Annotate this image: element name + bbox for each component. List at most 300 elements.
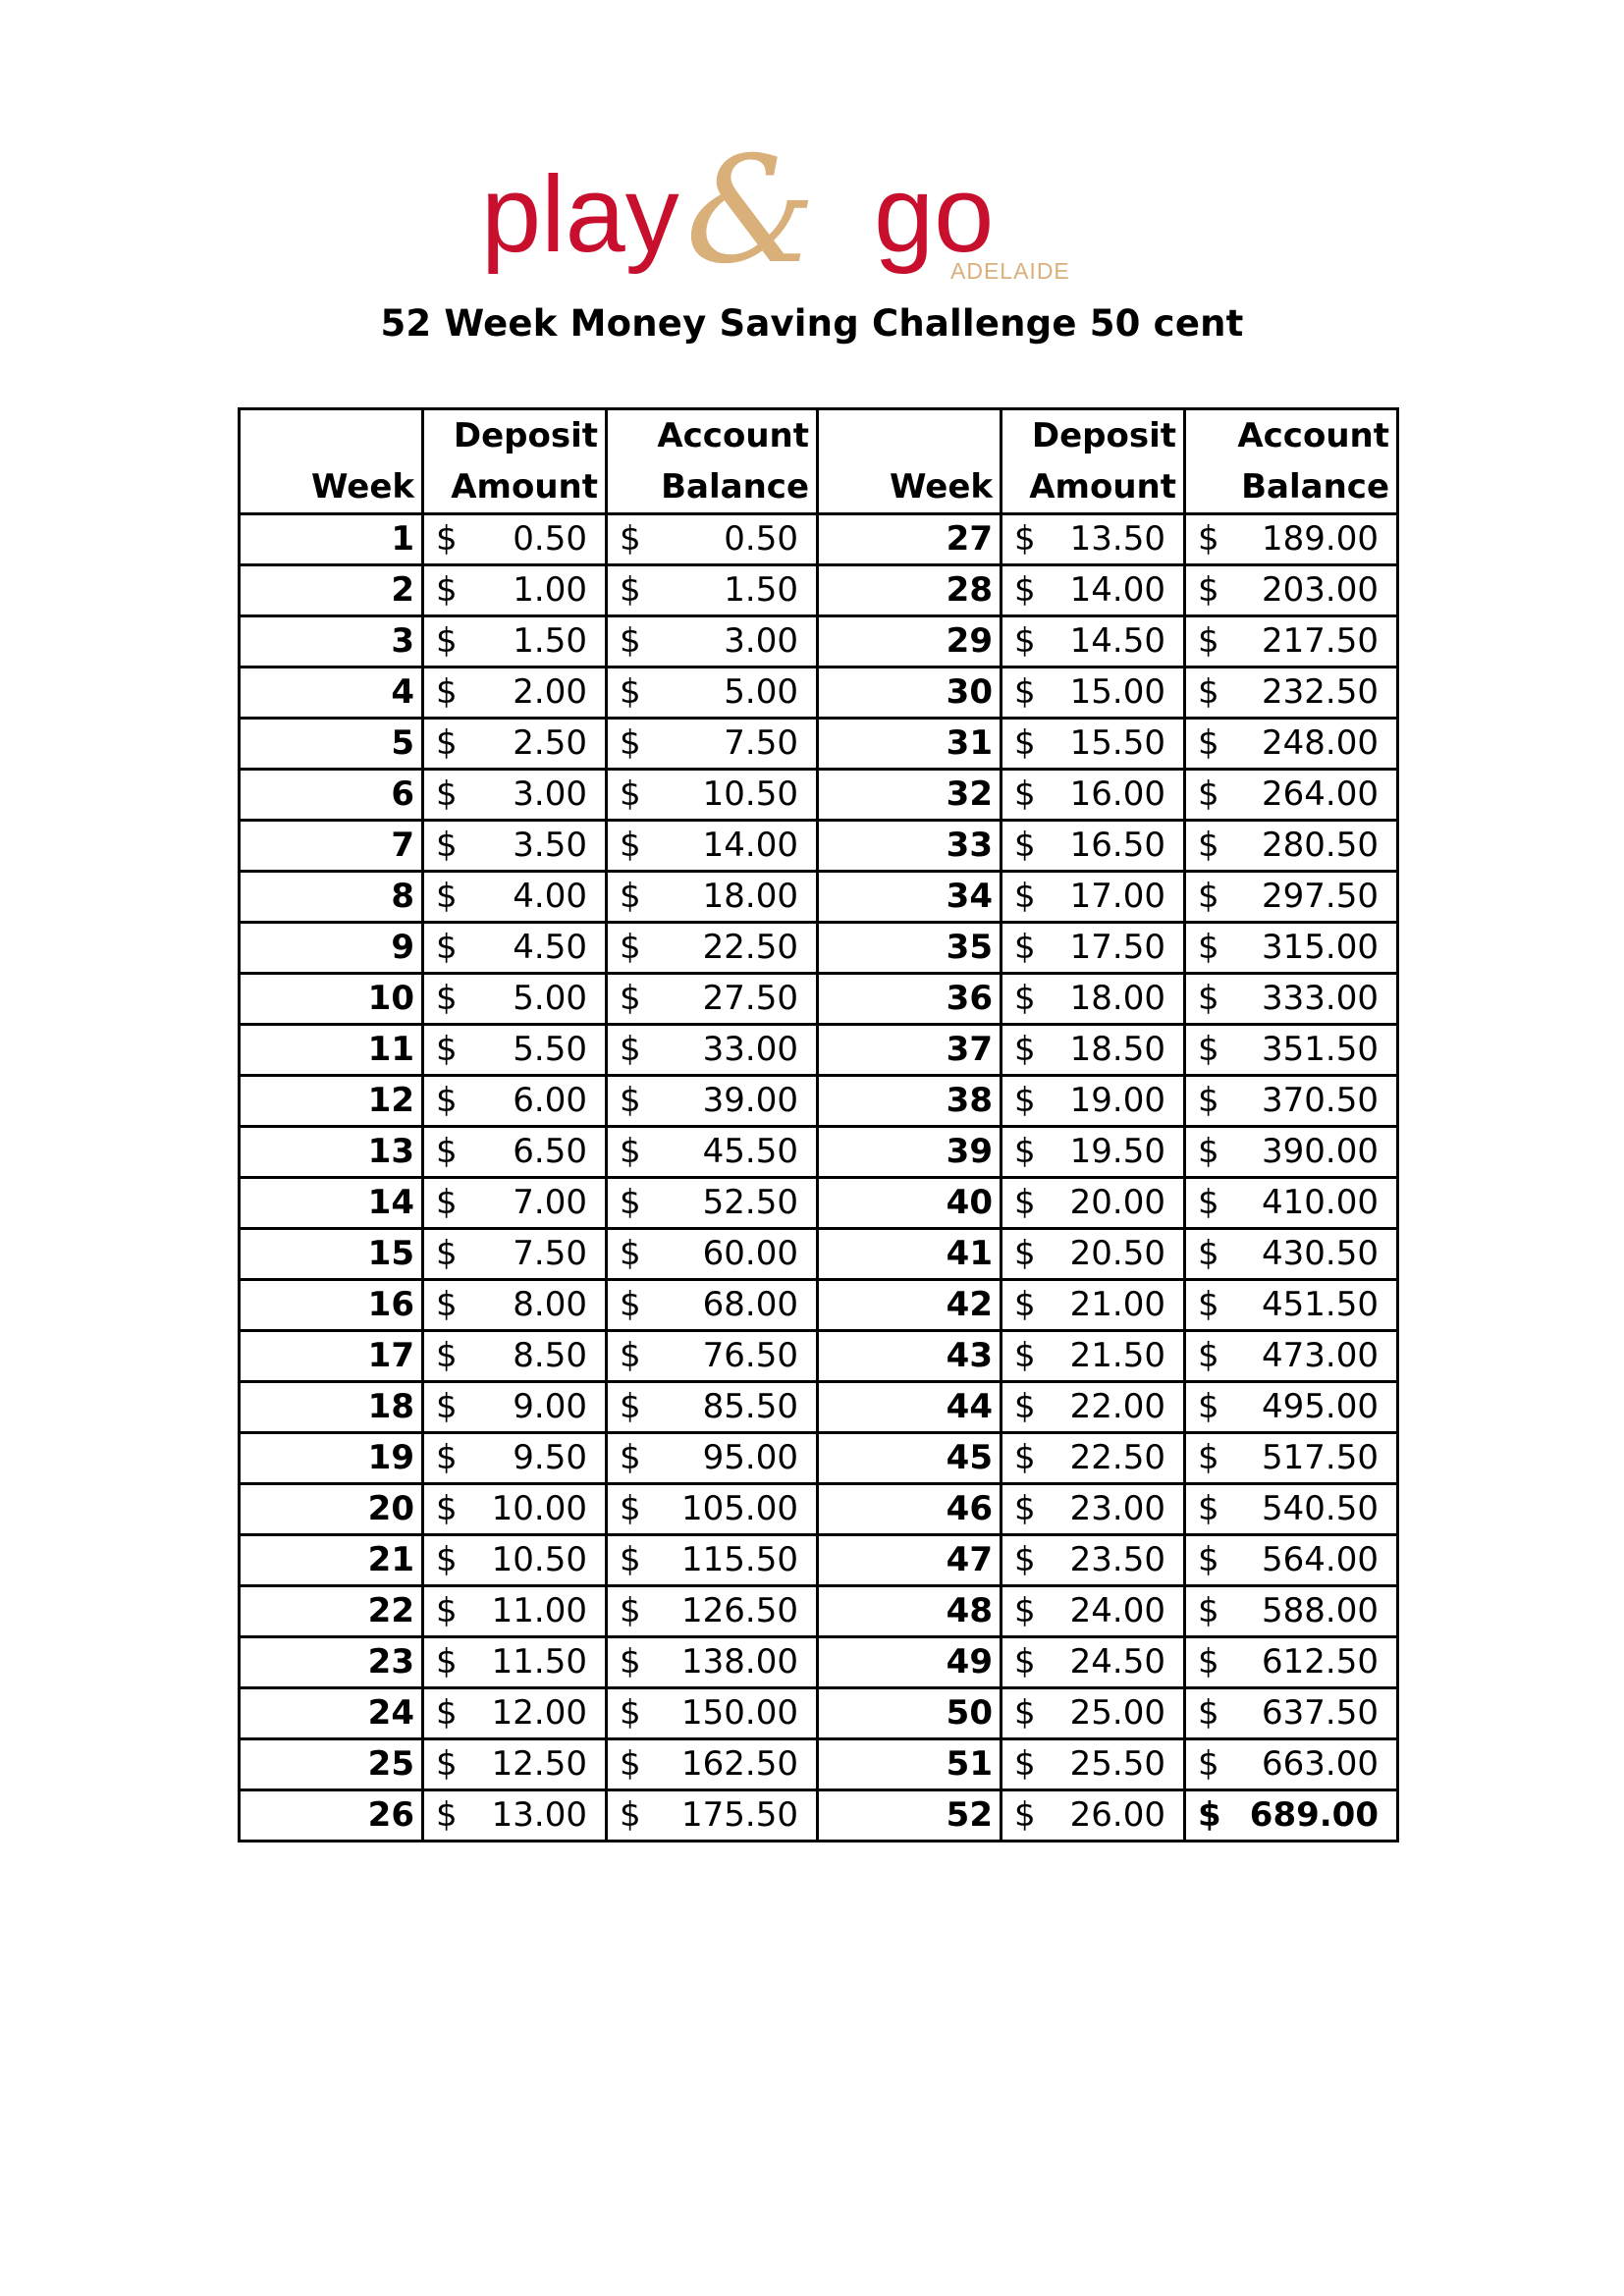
currency-symbol: $	[436, 1438, 458, 1477]
amount-value: 8.00	[513, 1285, 587, 1324]
column-header	[1185, 409, 1398, 514]
currency-symbol: $	[1014, 1132, 1036, 1171]
currency-symbol: $	[1198, 1234, 1219, 1273]
deposit-cell	[423, 1688, 607, 1739]
amount-value: 14.00	[702, 826, 798, 865]
amount-value: 10.50	[702, 774, 798, 814]
currency-symbol: $	[436, 1030, 458, 1069]
balance-cell	[1185, 565, 1398, 616]
currency-symbol: $	[1198, 570, 1219, 610]
table-row	[240, 1331, 1398, 1382]
currency-symbol: $	[436, 1591, 458, 1630]
week-cell: 34	[818, 872, 1001, 923]
amount-value: 7.50	[513, 1234, 587, 1273]
week-cell: 13	[240, 1127, 423, 1178]
currency-symbol: $	[620, 774, 641, 814]
deposit-cell	[423, 770, 607, 821]
week-cell: 3	[240, 616, 423, 667]
week-cell: 4	[240, 667, 423, 719]
currency-symbol: $	[436, 928, 458, 967]
week-cell: 12	[240, 1076, 423, 1127]
column-header-line: Amount	[1029, 467, 1176, 507]
currency-symbol: $	[1014, 774, 1036, 814]
week-cell: 25	[240, 1739, 423, 1790]
week-cell: 1	[240, 514, 423, 565]
week-cell: 6	[240, 770, 423, 821]
currency-symbol: $	[436, 877, 458, 916]
week-cell: 16	[240, 1280, 423, 1331]
deposit-cell	[423, 1331, 607, 1382]
balance-cell	[1185, 923, 1398, 974]
amount-value: 390.00	[1262, 1132, 1379, 1171]
deposit-cell	[1001, 1331, 1185, 1382]
week-cell: 43	[818, 1331, 1001, 1382]
amount-value: 4.00	[513, 877, 587, 916]
currency-symbol: $	[620, 672, 641, 712]
amount-value: 16.00	[1069, 774, 1165, 814]
table-row	[240, 1280, 1398, 1331]
currency-symbol: $	[436, 1387, 458, 1426]
currency-symbol: $	[1014, 621, 1036, 661]
table-row	[240, 1484, 1398, 1535]
week-cell: 7	[240, 821, 423, 872]
currency-symbol: $	[1198, 1285, 1219, 1324]
page-title: 52 Week Money Saving Challenge 50 cent	[380, 302, 1244, 345]
deposit-cell	[423, 719, 607, 770]
currency-symbol: $	[436, 1744, 458, 1784]
column-header-line: Week	[889, 467, 993, 507]
amount-value: 0.50	[724, 519, 798, 559]
deposit-cell	[1001, 667, 1185, 719]
amount-value: 9.50	[513, 1438, 587, 1477]
deposit-cell	[423, 1229, 607, 1280]
deposit-cell	[1001, 565, 1185, 616]
currency-symbol: $	[1198, 774, 1219, 814]
currency-symbol: $	[620, 979, 641, 1018]
currency-symbol: $	[1198, 1081, 1219, 1120]
table-row	[240, 565, 1398, 616]
deposit-cell	[1001, 1535, 1185, 1586]
currency-symbol: $	[436, 1183, 458, 1222]
deposit-cell	[1001, 1433, 1185, 1484]
amount-value: 612.50	[1262, 1642, 1379, 1682]
column-header	[423, 409, 607, 514]
week-cell: 2	[240, 565, 423, 616]
balance-cell	[1185, 1637, 1398, 1688]
amount-value: 0.50	[513, 519, 587, 559]
week-cell: 21	[240, 1535, 423, 1586]
balance-cell	[607, 565, 818, 616]
balance-cell	[607, 1178, 818, 1229]
brand-name-left: play	[481, 154, 679, 275]
currency-symbol: $	[1014, 979, 1036, 1018]
week-cell: 49	[818, 1637, 1001, 1688]
deposit-cell	[1001, 1280, 1185, 1331]
currency-symbol: $	[1198, 826, 1219, 865]
currency-symbol: $	[620, 1183, 641, 1222]
amount-value: 248.00	[1262, 723, 1379, 763]
week-cell: 23	[240, 1637, 423, 1688]
week-cell: 33	[818, 821, 1001, 872]
currency-symbol: $	[1198, 672, 1219, 712]
amount-value: 12.00	[491, 1693, 587, 1733]
balance-cell	[607, 1229, 818, 1280]
amount-value: 138.00	[681, 1642, 798, 1682]
currency-symbol: $	[436, 621, 458, 661]
currency-symbol: $	[1014, 1438, 1036, 1477]
table-row	[240, 616, 1398, 667]
column-header-line: Amount	[451, 467, 598, 507]
deposit-cell	[1001, 514, 1185, 565]
currency-symbol: $	[1014, 1336, 1036, 1375]
currency-symbol: $	[436, 1795, 458, 1835]
currency-symbol: $	[1198, 1132, 1219, 1171]
amount-value: 22.00	[1069, 1387, 1165, 1426]
amount-value: 351.50	[1262, 1030, 1379, 1069]
balance-cell	[1185, 1535, 1398, 1586]
amount-value: 588.00	[1262, 1591, 1379, 1630]
amount-value: 52.50	[702, 1183, 798, 1222]
currency-symbol: $	[1014, 1540, 1036, 1579]
table-row	[240, 1535, 1398, 1586]
amount-value: 17.00	[1069, 877, 1165, 916]
currency-symbol: $	[1198, 1438, 1219, 1477]
currency-symbol: $	[436, 1234, 458, 1273]
balance-cell	[1185, 1586, 1398, 1637]
currency-symbol: $	[620, 723, 641, 763]
currency-symbol: $	[1014, 1387, 1036, 1426]
table-row	[240, 872, 1398, 923]
week-cell: 45	[818, 1433, 1001, 1484]
deposit-cell	[423, 514, 607, 565]
deposit-cell	[1001, 1484, 1185, 1535]
currency-symbol: $	[620, 1795, 641, 1835]
week-cell: 38	[818, 1076, 1001, 1127]
deposit-cell	[423, 1790, 607, 1842]
currency-symbol: $	[1014, 1183, 1036, 1222]
amount-value: 9.00	[513, 1387, 587, 1426]
balance-cell	[607, 616, 818, 667]
balance-cell	[1185, 974, 1398, 1025]
amount-value: 105.00	[681, 1489, 798, 1528]
deposit-cell	[1001, 1025, 1185, 1076]
balance-cell	[607, 1382, 818, 1433]
deposit-cell	[423, 821, 607, 872]
currency-symbol: $	[1198, 1744, 1219, 1784]
balance-cell	[1185, 1484, 1398, 1535]
amount-value: 13.50	[1069, 519, 1165, 559]
currency-symbol: $	[436, 1693, 458, 1733]
amount-value: 1.00	[513, 570, 587, 610]
balance-cell	[607, 1535, 818, 1586]
deposit-cell	[1001, 1637, 1185, 1688]
currency-symbol: $	[620, 1030, 641, 1069]
balance-cell	[1185, 1025, 1398, 1076]
currency-symbol: $	[1198, 928, 1219, 967]
amount-value: 15.00	[1069, 672, 1165, 712]
currency-symbol: $	[436, 1540, 458, 1579]
amount-value: 370.50	[1262, 1081, 1379, 1120]
week-cell: 9	[240, 923, 423, 974]
balance-cell	[607, 1688, 818, 1739]
table-row	[240, 1025, 1398, 1076]
currency-symbol: $	[620, 1234, 641, 1273]
amount-value: 7.50	[724, 723, 798, 763]
column-header-line: Balance	[661, 467, 809, 507]
currency-symbol: $	[1198, 519, 1219, 559]
week-cell: 46	[818, 1484, 1001, 1535]
deposit-cell	[1001, 1229, 1185, 1280]
currency-symbol: $	[620, 1642, 641, 1682]
week-cell: 28	[818, 565, 1001, 616]
amount-value: 5.00	[724, 672, 798, 712]
currency-symbol: $	[436, 570, 458, 610]
balance-cell	[1185, 1076, 1398, 1127]
balance-cell	[1185, 667, 1398, 719]
week-cell: 10	[240, 974, 423, 1025]
amount-value: 203.00	[1262, 570, 1379, 610]
amount-value: 451.50	[1262, 1285, 1379, 1324]
currency-symbol: $	[1014, 1642, 1036, 1682]
balance-cell	[1185, 872, 1398, 923]
balance-cell	[607, 1586, 818, 1637]
balance-cell	[1185, 1127, 1398, 1178]
balance-cell	[607, 1484, 818, 1535]
balance-cell	[1185, 1229, 1398, 1280]
table-row	[240, 1586, 1398, 1637]
balance-cell	[607, 719, 818, 770]
amount-value: 126.50	[681, 1591, 798, 1630]
balance-cell	[1185, 1280, 1398, 1331]
amount-value: 189.00	[1262, 519, 1379, 559]
currency-symbol: $	[1198, 877, 1219, 916]
amount-value: 217.50	[1262, 621, 1379, 661]
balance-cell	[1185, 1739, 1398, 1790]
amount-value: 564.00	[1262, 1540, 1379, 1579]
amount-value: 10.00	[491, 1489, 587, 1528]
currency-symbol: $	[1198, 1642, 1219, 1682]
amount-value: 23.00	[1069, 1489, 1165, 1528]
currency-symbol: $	[620, 1438, 641, 1477]
currency-symbol: $	[1198, 1540, 1219, 1579]
balance-cell	[1185, 1382, 1398, 1433]
amount-value: 3.50	[513, 826, 587, 865]
currency-symbol: $	[1198, 621, 1219, 661]
week-cell: 30	[818, 667, 1001, 719]
amount-value: 85.50	[702, 1387, 798, 1426]
week-cell: 37	[818, 1025, 1001, 1076]
amount-value: 12.50	[491, 1744, 587, 1784]
amount-value: 495.00	[1262, 1387, 1379, 1426]
currency-symbol: $	[1014, 1795, 1036, 1835]
table-row	[240, 974, 1398, 1025]
balance-cell	[607, 1280, 818, 1331]
week-cell: 14	[240, 1178, 423, 1229]
week-cell: 26	[240, 1790, 423, 1842]
amount-value: 115.50	[681, 1540, 798, 1579]
currency-symbol: $	[1198, 1591, 1219, 1630]
balance-cell	[607, 1076, 818, 1127]
week-cell: 35	[818, 923, 1001, 974]
amount-value: 22.50	[702, 928, 798, 967]
deposit-cell	[423, 923, 607, 974]
balance-cell	[607, 1025, 818, 1076]
week-cell: 41	[818, 1229, 1001, 1280]
table-row	[240, 514, 1398, 565]
deposit-cell	[423, 1178, 607, 1229]
column-header-line: Account	[657, 416, 809, 455]
amount-value: 1.50	[724, 570, 798, 610]
amount-value: 20.00	[1069, 1183, 1165, 1222]
currency-symbol: $	[620, 1285, 641, 1324]
week-cell: 15	[240, 1229, 423, 1280]
deposit-cell	[1001, 872, 1185, 923]
amount-value: 19.00	[1069, 1081, 1165, 1120]
amount-value: 430.50	[1262, 1234, 1379, 1273]
column-header-line: Deposit	[453, 416, 598, 455]
amount-value: 25.00	[1069, 1693, 1165, 1733]
amount-value: 10.50	[491, 1540, 587, 1579]
table-row	[240, 1229, 1398, 1280]
deposit-cell	[1001, 1688, 1185, 1739]
amount-value: 5.50	[513, 1030, 587, 1069]
currency-symbol: $	[1014, 1081, 1036, 1120]
currency-symbol: $	[436, 1489, 458, 1528]
table-row	[240, 1076, 1398, 1127]
amount-value: 11.50	[491, 1642, 587, 1682]
week-cell: 44	[818, 1382, 1001, 1433]
amount-value: 18.50	[1069, 1030, 1165, 1069]
balance-cell	[607, 821, 818, 872]
amount-value: 21.00	[1069, 1285, 1165, 1324]
amount-value: 315.00	[1262, 928, 1379, 967]
week-cell: 52	[818, 1790, 1001, 1842]
currency-symbol: $	[620, 570, 641, 610]
amount-value: 45.50	[702, 1132, 798, 1171]
balance-cell	[607, 872, 818, 923]
deposit-cell	[1001, 1382, 1185, 1433]
currency-symbol: $	[1014, 928, 1036, 967]
amount-value: 19.50	[1069, 1132, 1165, 1171]
amount-value: 637.50	[1262, 1693, 1379, 1733]
deposit-cell	[1001, 1790, 1185, 1842]
amount-value: 175.50	[681, 1795, 798, 1835]
amount-value: 27.50	[702, 979, 798, 1018]
week-cell: 8	[240, 872, 423, 923]
balance-cell	[607, 1331, 818, 1382]
brand-sub: ADELAIDE	[950, 258, 1070, 284]
table-row	[240, 1127, 1398, 1178]
balance-cell	[607, 1790, 818, 1842]
deposit-cell	[1001, 719, 1185, 770]
deposit-cell	[423, 1586, 607, 1637]
currency-symbol: $	[436, 1081, 458, 1120]
amount-value: 95.00	[702, 1438, 798, 1477]
deposit-cell	[423, 1535, 607, 1586]
currency-symbol: $	[436, 1642, 458, 1682]
deposit-cell	[1001, 923, 1185, 974]
balance-cell	[1185, 616, 1398, 667]
balance-cell	[607, 974, 818, 1025]
deposit-cell	[423, 872, 607, 923]
amount-value: 24.00	[1069, 1591, 1165, 1630]
deposit-cell	[1001, 770, 1185, 821]
week-cell: 27	[818, 514, 1001, 565]
currency-symbol: $	[620, 519, 641, 559]
amount-value: 410.00	[1262, 1183, 1379, 1222]
currency-symbol: $	[1014, 1693, 1036, 1733]
deposit-cell	[423, 1739, 607, 1790]
currency-symbol: $	[620, 621, 641, 661]
table-row	[240, 1739, 1398, 1790]
currency-symbol: $	[1014, 877, 1036, 916]
deposit-cell	[423, 667, 607, 719]
deposit-cell	[423, 1025, 607, 1076]
table-row	[240, 1688, 1398, 1739]
amount-value: 25.50	[1069, 1744, 1165, 1784]
amount-value: 6.50	[513, 1132, 587, 1171]
currency-symbol: $	[1198, 1387, 1219, 1426]
deposit-cell	[1001, 1586, 1185, 1637]
week-cell: 17	[240, 1331, 423, 1382]
currency-symbol: $	[436, 672, 458, 712]
balance-cell	[607, 923, 818, 974]
currency-symbol: $	[436, 1336, 458, 1375]
amount-value: 39.00	[702, 1081, 798, 1120]
table-row	[240, 1433, 1398, 1484]
balance-cell	[607, 1433, 818, 1484]
column-header-line: Deposit	[1031, 416, 1176, 455]
deposit-cell	[423, 1637, 607, 1688]
currency-symbol: $	[1014, 1744, 1036, 1784]
currency-symbol: $	[1014, 672, 1036, 712]
week-cell: 40	[818, 1178, 1001, 1229]
deposit-cell	[1001, 974, 1185, 1025]
deposit-cell	[423, 1433, 607, 1484]
table-row	[240, 1382, 1398, 1433]
balance-cell	[607, 1739, 818, 1790]
currency-symbol: $	[1014, 1030, 1036, 1069]
balance-cell	[1185, 1433, 1398, 1484]
balance-cell	[607, 667, 818, 719]
amount-value: 13.00	[491, 1795, 587, 1835]
amount-value: 2.00	[513, 672, 587, 712]
currency-symbol: $	[620, 1387, 641, 1426]
table-row	[240, 821, 1398, 872]
balance-cell	[607, 770, 818, 821]
deposit-cell	[423, 1382, 607, 1433]
currency-symbol: $	[1198, 1030, 1219, 1069]
currency-symbol: $	[1014, 1234, 1036, 1273]
amount-value: 540.50	[1262, 1489, 1379, 1528]
currency-symbol: $	[436, 519, 458, 559]
currency-symbol: $	[620, 1744, 641, 1784]
deposit-cell	[1001, 616, 1185, 667]
amount-value: 8.50	[513, 1336, 587, 1375]
table-body	[240, 514, 1398, 1842]
amount-value: 2.50	[513, 723, 587, 763]
table-row	[240, 719, 1398, 770]
amount-value: 14.50	[1069, 621, 1165, 661]
table-row	[240, 1790, 1398, 1842]
amount-value: 22.50	[1069, 1438, 1165, 1477]
column-header	[240, 409, 423, 514]
brand-name-right: go	[874, 154, 995, 275]
balance-cell	[607, 514, 818, 565]
amount-value: 5.00	[513, 979, 587, 1018]
table-row	[240, 923, 1398, 974]
amount-value: 68.00	[702, 1285, 798, 1324]
